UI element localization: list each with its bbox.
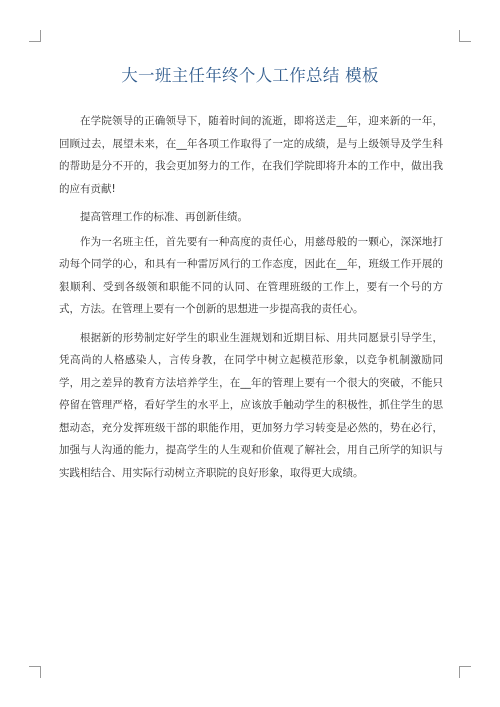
crop-mark-top-left [29, 30, 41, 42]
paragraph-intro: 在学院领导的正确领导下，随着时间的流逝，即将送走__年，迎来新的一年，回顾过去，展望未来，在__年各项工作取得了一定的成绩，是与上级领导及学生科的帮助是分不开的，我会更加努力的工作，在我们学院即将升本的工作中，做出我的应有贡献! [59, 115, 443, 195]
crop-mark-bottom-left [29, 666, 41, 678]
paragraph-plan: 根据新的形势制定好学生的职业生涯规划和近期目标、用共同愿景引导学生，凭高尚的人格感染人，言传身教，在同学中树立起模范形象，以竞争机制激励同学，用之差异的教育方法培养学生，在__年的管理上要有一个很大的突破，不能只停留在管理严格，看好学生的水平上，应该放手触动学生的积极性，抓住学生的思想动态，充分发挥班级干部的职能作用，更加努力学习转变是必然的，势在必行，加强与人沟通的能力，提高学生的人生观和价值观了解社会，用自己所学的知识与实践相结合、用实际行动树立齐职院的良好形象，取得更大成绩。 [59, 331, 443, 479]
crop-mark-top-right [459, 30, 471, 42]
crop-mark-bottom-right [459, 666, 471, 678]
paragraph-responsibility: 作为一名班主任，首先要有一种高度的责任心，用慈母般的一颗心，深深地打动每个同学的心，和具有一种雷厉风行的工作态度，因此在__年，班级工作开展的狠顺利、受到各级领和职能不同的认同、在管理班级的工作上，要有一个号的方式，方法。在管理上要有一个创新的思想进一步提高我的责任心。 [59, 235, 443, 315]
paragraph-heading: 提高管理工作的标准、再创新佳绩。 [80, 211, 248, 223]
document-body [59, 110, 443, 490]
document-title: 大一班主任年终个人工作总结 模板 [121, 66, 379, 85]
